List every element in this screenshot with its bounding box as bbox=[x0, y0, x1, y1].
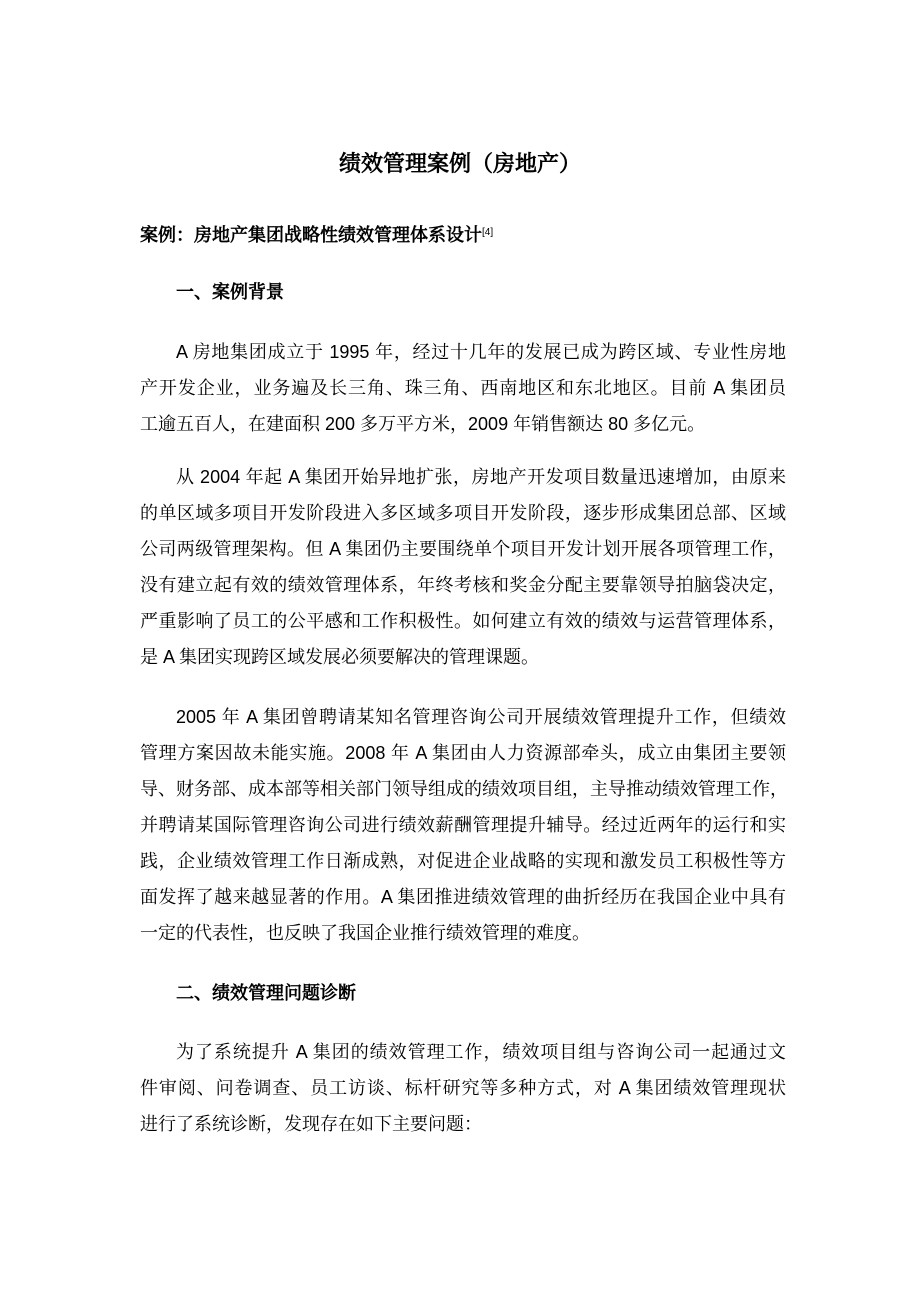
document-title: 绩效管理案例（房地产） bbox=[338, 151, 581, 176]
paragraph-line: 的单区域多项目开发阶段进入多区域多项目开发阶段，逐步形成集团总部、区域 bbox=[140, 503, 786, 523]
section-heading-diagnosis: 二、绩效管理问题诊断 bbox=[176, 983, 356, 1003]
paragraph-line: 并聘请某国际管理咨询公司进行绩效薪酬管理提升辅导。经过近两年的运行和实 bbox=[140, 815, 786, 835]
paragraph-line: 没有建立起有效的绩效管理体系，年终考核和奖金分配主要靠领导拍脑袋决定， bbox=[140, 575, 786, 595]
paragraph-line: 严重影响了员工的公平感和工作积极性。如何建立有效的绩效与运营管理体系， bbox=[140, 611, 786, 631]
paragraph-line: 践，企业绩效管理工作日渐成熟，对促进企业战略的实现和激发员工积极性等方 bbox=[140, 851, 786, 871]
case-heading bbox=[140, 221, 786, 247]
paragraph-line: 一定的代表性，也反映了我国企业推行绩效管理的难度。 bbox=[140, 923, 590, 943]
paragraph-line: A 房地集团成立于 1995 年，经过十几年的发展已成为跨区域、专业性房地 bbox=[176, 342, 786, 362]
paragraph-line: 公司两级管理架构。但 A 集团仍主要围绕单个项目开发计划开展各项管理工作， bbox=[140, 539, 786, 559]
section-heading-background: 一、案例背景 bbox=[176, 282, 284, 302]
paragraph-line: 2005 年 A 集团曾聘请某知名管理咨询公司开展绩效管理提升工作，但绩效 bbox=[176, 707, 786, 727]
paragraph-line: 件审阅、问卷调查、员工访谈、标杆研究等多种方式，对 A 集团绩效管理现状 bbox=[140, 1078, 786, 1098]
paragraph-line: 工逾五百人，在建面积 200 多万平方米，2009 年销售额达 80 多亿元。 bbox=[140, 414, 706, 434]
paragraph-line: 管理方案因故未能实施。2008 年 A 集团由人力资源部牵头，成立由集团主要领 bbox=[140, 743, 786, 763]
paragraph-line: 进行了系统诊断，发现存在如下主要问题： bbox=[140, 1114, 482, 1134]
paragraph-line: 从 2004 年起 A 集团开始异地扩张，房地产开发项目数量迅速增加，由原来 bbox=[176, 467, 786, 487]
paragraph-line: 为了系统提升 A 集团的绩效管理工作，绩效项目组与咨询公司一起通过文 bbox=[176, 1042, 786, 1062]
paragraph-line: 产开发企业，业务遍及长三角、珠三角、西南地区和东北地区。目前 A 集团员 bbox=[140, 378, 786, 398]
paragraph-line: 是 A 集团实现跨区域发展必须要解决的管理课题。 bbox=[140, 647, 540, 667]
paragraph-line: 面发挥了越来越显著的作用。A 集团推进绩效管理的曲折经历在我国企业中具有 bbox=[140, 887, 786, 907]
paragraph-line: 导、财务部、成本部等相关部门领导组成的绩效项目组，主导推动绩效管理工作， bbox=[140, 779, 788, 799]
citation-reference[interactable]: [4] bbox=[482, 227, 494, 238]
case-heading-text: 案例：房地产集团战略性绩效管理体系设计 bbox=[140, 225, 482, 245]
